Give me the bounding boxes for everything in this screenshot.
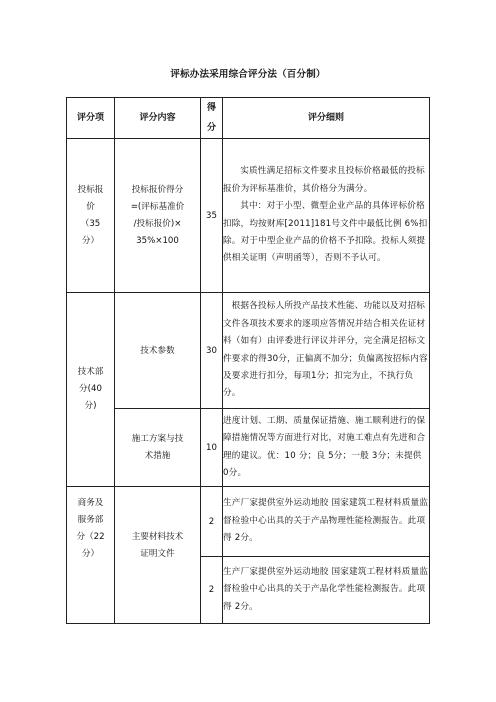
header-score-label: 得 分: [206, 103, 216, 133]
header-detail: 评分细则: [223, 98, 430, 139]
table-row-construction-plan: [67, 409, 430, 487]
table-row-price: [67, 139, 430, 293]
content-price-formula: [115, 139, 201, 293]
content-tech-params: 技术参数: [115, 293, 201, 409]
detail-construction-plan: [223, 409, 430, 487]
content-material-docs: [115, 487, 201, 624]
table-header-row: [67, 98, 430, 139]
score-price: 35: [201, 139, 223, 293]
content-construction-plan-text: 施工方案与技 术措施: [131, 433, 184, 461]
score-material-physical: 2: [201, 487, 223, 557]
detail-material-chemical-p1: 生产厂家提供室外运动地胶 国家建筑工程材料质量监督检验中心出具的关于产品化学性能检测报告。此项得 2分。: [223, 566, 429, 612]
header-item: 评分项: [67, 98, 115, 139]
detail-price-p1: 实质性满足招标文件要求且投标价格最低的投标报价为评标基准价，其价格分为满分。: [223, 166, 425, 194]
detail-tech-params-p1: 根据各投标人所投产品技术性能、功能以及对招标文件各项技术要求的逐项应答情况并结合相关佐证材料（如有）由评委进行评议并评分，完全满足招标文件要求的得30分，正偏离不加分；负偏离按招标内容及要求进行扣分，每项1分；扣完为止，不执行负分。: [223, 301, 428, 399]
header-content: 评分内容: [115, 98, 201, 139]
score-tech-params: 30: [201, 293, 223, 409]
category-business-label: 商务及 服务部 分（22 分）: [76, 498, 105, 559]
category-price-label: 投标报 价 （35 分）: [77, 184, 104, 246]
score-construction-plan: 10: [201, 409, 223, 487]
score-material-chemical: 2: [201, 557, 223, 624]
category-tech-label: 技术部 分(40 分): [77, 367, 104, 411]
detail-tech-params: [223, 293, 430, 409]
detail-material-physical-p1: 生产厂家提供室外运动地胶 国家建筑工程材料质量监督检验中心出具的关于产品物理性能检测报告。此项得 2分。: [223, 498, 429, 544]
category-price: [67, 139, 115, 293]
scoring-table: [66, 97, 430, 624]
content-construction-plan: [115, 409, 201, 487]
detail-price: [223, 139, 430, 293]
content-material-docs-text: 主要材料技术 证明文件: [131, 532, 184, 559]
content-price-formula-text: 投标报价得分 =(评标基准价 /投标报价)× 35%×100: [130, 184, 185, 246]
category-business: [67, 487, 115, 624]
detail-material-physical: [223, 487, 430, 557]
detail-price-p2: 其中：对于小型、微型企业产品的具体评标价格扣除，均按财库[2011]181号文件中最低比例 6%扣除。对于中型企业产品的价格不予扣除。投标人须提供相关证明（声明函等），否则不予认可。: [223, 201, 428, 264]
table-row-tech-params: [67, 293, 430, 409]
category-tech: [67, 293, 115, 487]
detail-construction-plan-p1: 进度计划、工期、质量保证措施、施工顺利进行的保障措施情况等方面进行对比，对施工难点有先进和合理的建议。优：10 分；良 5分；一般 3分；未提供 0分。: [223, 415, 426, 478]
header-score: [201, 98, 223, 139]
table-row-material-physical: [67, 487, 430, 557]
document-title: 评标办法采用综合评分法（百分制）: [170, 69, 326, 80]
detail-material-chemical: [223, 557, 430, 624]
